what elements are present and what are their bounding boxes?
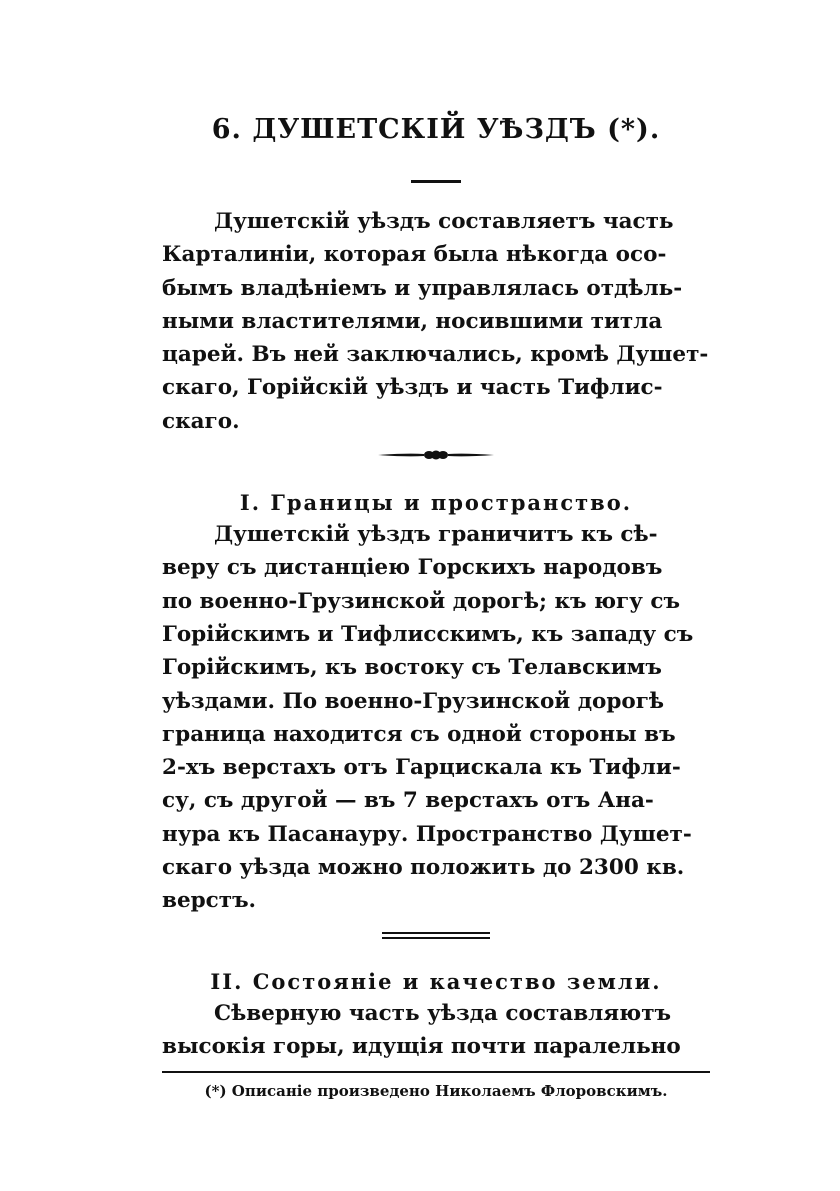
text-line: нура къ Пасанауру. Пространство Душет- xyxy=(162,821,692,847)
text-line: уѣздами. По военно-Грузинской дорогѣ xyxy=(162,688,665,714)
borders-paragraph xyxy=(162,518,710,918)
text-line: высокія горы, идущія почти паралельно xyxy=(162,1033,681,1059)
text-line: Сѣверную часть уѣзда составляютъ xyxy=(214,1000,672,1026)
text-line: граница находится съ одной стороны въ xyxy=(162,721,676,747)
book-page xyxy=(162,110,710,1103)
text-line: Душетскій уѣздъ граничитъ къ сѣ- xyxy=(214,522,658,548)
text-line: ными властителями, носившими титла xyxy=(162,308,663,334)
text-line: Горійскимъ, къ востоку съ Телавскимъ xyxy=(162,655,662,681)
text-line: по военно-Грузинской дорогѣ; къ югу съ xyxy=(162,588,681,614)
text-line: скаго. xyxy=(162,408,240,434)
text-line: веру съ дистанціею Горскихъ народовъ xyxy=(162,555,663,581)
text-line: царей. Въ ней заключались, кромѣ Душет- xyxy=(162,342,709,368)
section-heading-borders: I. Границы и пространство. xyxy=(239,490,633,516)
land-paragraph xyxy=(162,997,710,1064)
text-line: скаго, Горійскій уѣздъ и часть Тифлис- xyxy=(162,375,663,401)
ornament-divider xyxy=(376,448,496,462)
text-line: Карталиніи, которая была нѣкогда осо- xyxy=(162,242,667,268)
page-title: 6. ДУШЕТСКІЙ УѢЗДЪ (*). xyxy=(211,114,661,145)
intro-paragraph xyxy=(162,205,710,438)
title-rule xyxy=(411,180,461,183)
footnote: (*) Описаніе произведено Николаемъ Флоровскимъ. xyxy=(204,1082,668,1101)
text-line: верстъ. xyxy=(162,888,257,914)
text-line: скаго уѣзда можно положить до 2300 кв. xyxy=(162,855,685,881)
footnote-rule xyxy=(162,1071,710,1073)
text-line: 2-хъ верстахъ отъ Гарцискала къ Тифли- xyxy=(162,755,681,781)
text-line: Душетскій уѣздъ составляетъ часть xyxy=(214,209,674,234)
double-rule-divider xyxy=(382,932,490,939)
text-line: су, съ другой — въ 7 верстахъ отъ Ана- xyxy=(162,788,654,814)
text-line: бымъ владѣніемъ и управлялась отдѣль- xyxy=(162,275,683,301)
text-line: Горійскимъ и Тифлисскимъ, къ западу съ xyxy=(162,621,694,647)
section-heading-land: II. Состояніе и качество земли. xyxy=(210,968,662,994)
